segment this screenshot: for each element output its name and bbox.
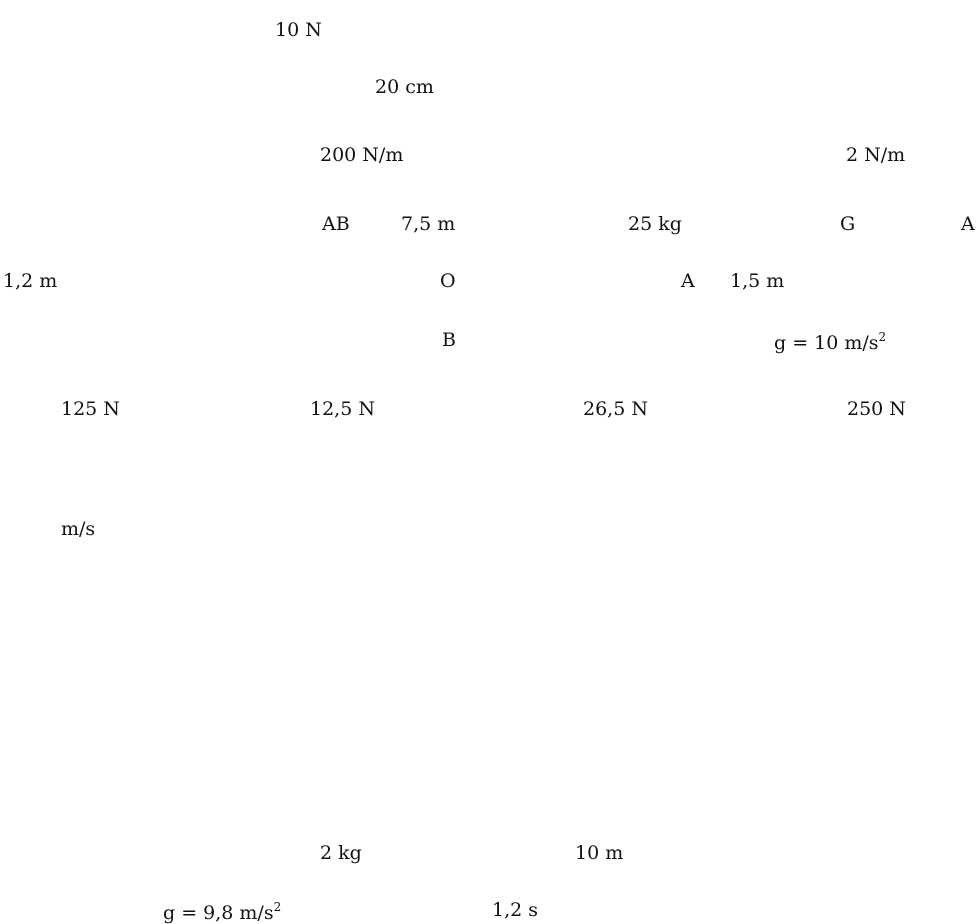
gravity-10-base: g = 10 m/s [774, 332, 879, 354]
mass-25kg-text: 25 kg [628, 213, 682, 235]
option-12-5n-text: 12,5 N [310, 398, 375, 420]
label-g-text: G [840, 213, 856, 235]
stiffness-2-text: 2 N/m [846, 144, 906, 166]
time-1-2s-text: 1,2 s [492, 899, 539, 921]
label-o-text: O [440, 270, 456, 292]
gravity-9-8-exponent: 2 [273, 900, 282, 914]
label-b-text: B [442, 329, 456, 351]
label-ab-text: AB [322, 213, 350, 235]
label-a-right-text: A [961, 213, 975, 235]
gravity-10-exponent: 2 [878, 330, 887, 344]
length-1-2m-text: 1,2 m [3, 270, 58, 292]
unit-ms-text: m/s [61, 518, 96, 540]
option-125n-text: 125 N [61, 398, 120, 420]
option-26-5n-text: 26,5 N [583, 398, 648, 420]
option-250n-text: 250 N [847, 398, 906, 420]
force-10n-text: 10 N [275, 19, 322, 41]
stiffness-200-text: 200 N/m [320, 144, 404, 166]
length-1-5m-text: 1,5 m [730, 270, 785, 292]
gravity-9-8-formula [163, 901, 281, 923]
gravity-10-formula [774, 331, 886, 353]
length-20cm-text: 20 cm [375, 76, 434, 98]
label-a-text: A [681, 270, 695, 292]
gravity-9-8-base: g = 9,8 m/s [163, 902, 274, 924]
length-10m-text: 10 m [575, 842, 624, 864]
mass-2kg-text: 2 kg [320, 842, 362, 864]
length-7-5m-text: 7,5 m [401, 213, 456, 235]
